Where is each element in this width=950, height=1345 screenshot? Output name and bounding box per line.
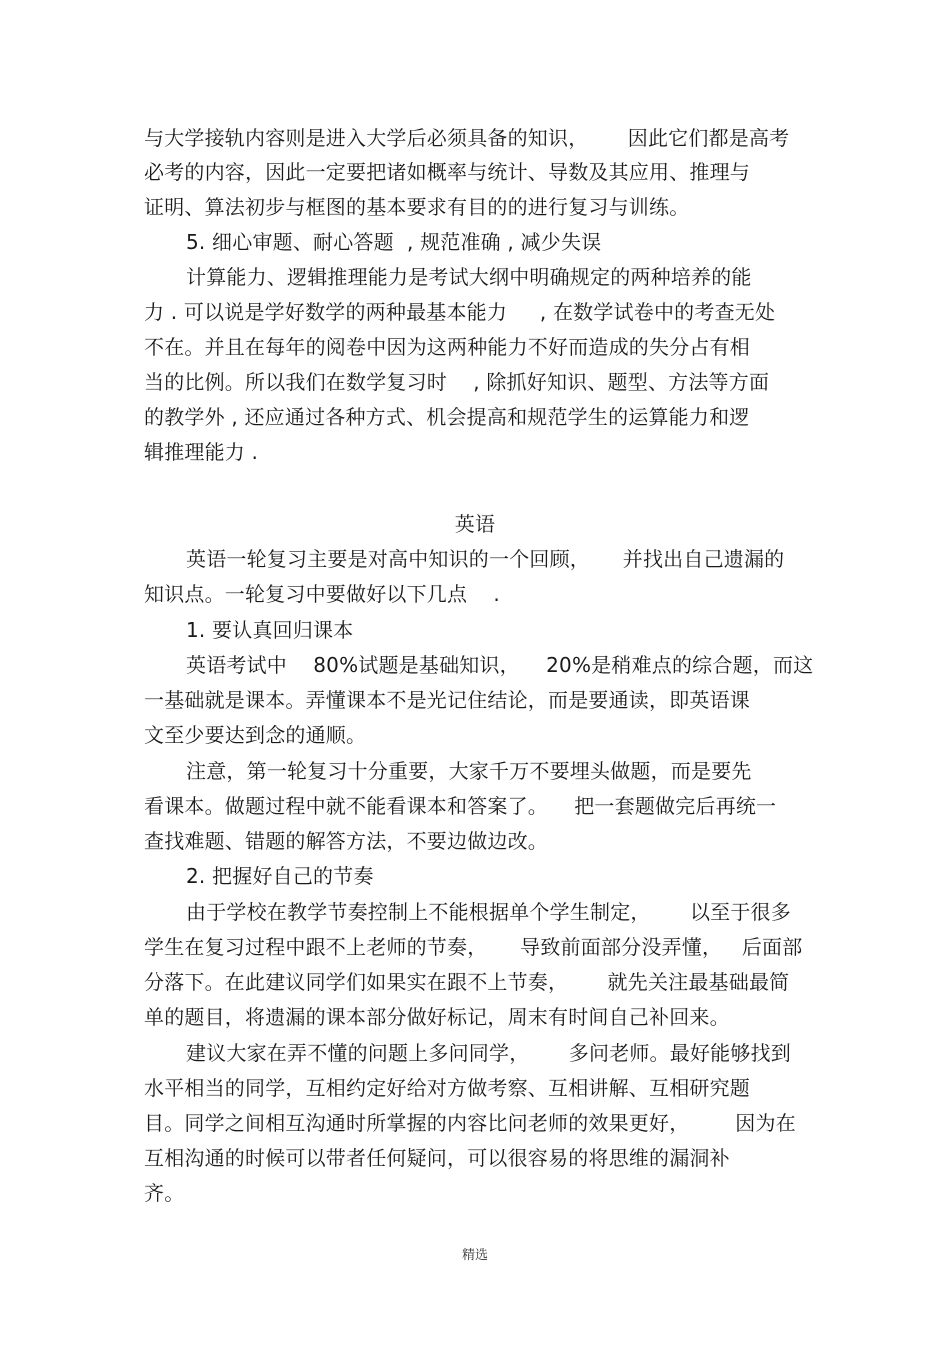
text-line-24: 分落下。在此建议同学们如果实在跟不上节奏， 就先关注最基础最简 (144, 970, 790, 994)
subheading-2: 2. 把握好自己的节奏 (186, 864, 374, 888)
text-line-3: 证明、算法初步与框图的基本要求有目的的进行复习与训练。 (144, 195, 690, 219)
text-line-9: 的教学外 , 还应通过各种方式、机会提高和规范学生的运算能力和逻 (144, 405, 750, 429)
text-line-7: 不在。并且在每年的阅卷中因为这两种能力不好而造成的失分占有相 (144, 335, 750, 359)
text-line-30: 齐。 (144, 1181, 185, 1205)
subheading-1: 1. 要认真回归课本 (186, 618, 354, 642)
page-footer: 精选 (461, 1248, 488, 1263)
text-line-17: 文至少要达到念的通顺。 (144, 723, 367, 747)
text-line-27: 水平相当的同学，互相约定好给对方做考察、互相讲解、互相研究题 (144, 1076, 750, 1100)
text-line-6: 力 . 可以说是学好数学的两种最基本能力 , 在数学试卷中的考查无处 (144, 300, 776, 324)
text-line-13: 知识点。一轮复习中要做好以下几点 . (144, 582, 500, 606)
text-line-10: 辑推理能力 . (144, 440, 259, 464)
text-line-18: 注意，第一轮复习十分重要，大家千万不要埋头做题，而是要先 (186, 759, 752, 783)
text-line-26: 建议大家在弄不懂的问题上多问同学， 多问老师。最好能够找到 (186, 1041, 791, 1065)
text-line-23: 学生在复习过程中跟不上老师的节奏， 导致前面部分没弄懂， 后面部 (144, 935, 803, 959)
text-line-25: 单的题目，将遗漏的课本部分做好标记，周末有时间自己补回来。 (144, 1005, 730, 1029)
text-line-12: 英语一轮复习主要是对高中知识的一个回顾， 并找出自己遗漏的 (186, 547, 785, 571)
text-line-20: 查找难题、错题的解答方法，不要边做边改。 (144, 829, 548, 853)
text-line-2: 必考的内容，因此一定要把诸如概率与统计、导数及其应用、推理与 (144, 160, 750, 184)
text-line-28: 目。同学之间相互沟通时所掌握的内容比问老师的效果更好， 因为在 (144, 1111, 796, 1135)
text-line-8: 当的比例。所以我们在数学复习时 , 除抓好知识、题型、方法等方面 (144, 370, 770, 394)
text-line-19: 看课本。做题过程中就不能看课本和答案了。 把一套题做完后再统一 (144, 794, 777, 818)
text-line-29: 互相沟通的时候可以带者任何疑问，可以很容易的将思维的漏洞补 (144, 1146, 730, 1170)
text-line-16: 一基础就是课本。弄懂课本不是光记住结论，而是要通读，即英语课 (144, 688, 750, 712)
text-line-1: 与大学接轨内容则是进入大学后必须具备的知识， 因此它们都是高考 (144, 126, 790, 150)
section-title-english: 英语 (454, 512, 496, 536)
text-line-15: 英语考试中 80%试题是基础知识， 20%是稍难点的综合题，而这 (186, 653, 814, 677)
section-heading-5: 5. 细心审题、耐心答题 , 规范准确 , 减少失误 (186, 230, 602, 254)
text-line-5: 计算能力、逻辑推理能力是考试大纲中明确规定的两种培养的能 (186, 265, 752, 289)
text-line-22: 由于学校在教学节奏控制上不能根据单个学生制定， 以至于很多 (186, 900, 791, 924)
